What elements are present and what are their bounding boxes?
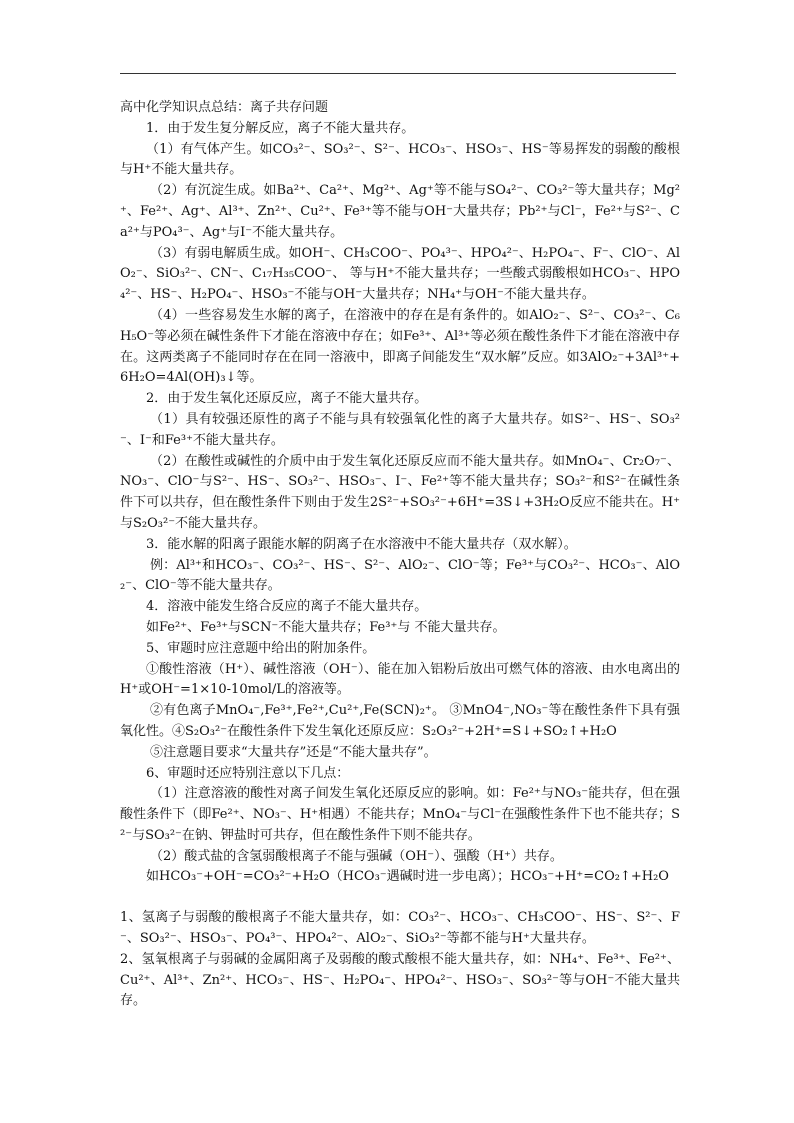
- summary-item-1: 1、氢离子与弱酸的酸根离子不能大量共存，如：CO₃²⁻、HCO₃⁻、CH₃COO⁻、HS⁻、S²⁻、F⁻、SO₃²⁻、HSO₃⁻、PO₄³⁻、HPO₄²⁻、AlO₂⁻、SiO₃²⁻等都不能与H⁺大量共存。: [120, 910, 680, 947]
- section-2-heading: 2．由于发生氧化还原反应，离子不能大量共存。: [146, 391, 428, 407]
- summary-item-2: 2、氢氧根离子与弱碱的金属阳离子及弱酸的酸式酸根不能大量共存，如：NH₄⁺、Fe³⁺、Fe²⁺、Cu²⁺、Al³⁺、Zn²⁺、HCO₃⁻、HS⁻、H₂PO₄⁻、HPO₄²⁻、HSO₃⁻、SO₃²⁻等与OH⁻不能大量共存。: [120, 951, 680, 1009]
- section-5-heading: 5、审题时应注意题中给出的附加条件。: [146, 640, 376, 656]
- paragraph-acid-salt: （2）酸式盐的含氢弱酸根离子不能与强碱（OH⁻）、强酸（H⁺）共存。: [150, 848, 563, 864]
- section-3-heading: 3．能水解的阳离子跟能水解的阴离子在水溶液中不能大量共存（双水解）。: [146, 536, 577, 552]
- paragraph-condition-1: ①酸性溶液（H⁺）、碱性溶液（OH⁻）、能在加入铝粉后放出可燃气体的溶液、由水电离出的H⁺或OH⁻=1×10-10mol/L的溶液等。: [120, 661, 680, 698]
- paragraph-hco3-example: 如HCO₃⁻+OH⁻=CO₃²⁻+H₂O（HCO₃⁻遇碱时进一步电离）；HCO₃⁻+H⁺=CO₂↑+H₂O: [146, 869, 669, 885]
- paragraph-precipitate: （2）有沉淀生成。如Ba²⁺、Ca²⁺、Mg²⁺、Ag⁺等不能与SO₄²⁻、CO₃²⁻等大量共存；Mg²⁺、Fe²⁺、Ag⁺、Al³⁺、Zn²⁺、Cu²⁺、Fe³⁺等不能与OH⁻大量共存；Pb²⁺与Cl⁻，Fe²⁺与S²⁻、Ca²⁺与PO₄³⁻、Ag⁺与I⁻不能大量共存。: [120, 183, 680, 240]
- section-4-heading: 4．溶液中能发生络合反应的离子不能大量共存。: [146, 599, 428, 615]
- document-body: [120, 98, 680, 1012]
- paragraph-weak-electrolyte: （3）有弱电解质生成。如OH⁻、CH₃COO⁻、PO₄³⁻、HPO₄²⁻、H₂PO₄⁻、F⁻、ClO⁻、AlO₂⁻、SiO₃²⁻、CN⁻、C₁₇H₃₅COO⁻、 等与H⁺不能大量共存；一些酸式弱酸根如HCO₃⁻、HPO₄²⁻、HS⁻、H₂PO₄⁻、HSO₃⁻不能与OH⁻大量共存；NH₄⁺与OH⁻不能大量共存。: [120, 245, 680, 303]
- section-1-heading: 1．由于发生复分解反应，离子不能大量共存。: [146, 120, 415, 136]
- paragraph-gas: （1）有气体产生。如CO₃²⁻、SO₃²⁻、S²⁻、HCO₃⁻、HSO₃⁻、HS⁻等易挥发的弱酸的酸根与H⁺不能大量共存。: [120, 141, 680, 178]
- document-title: 高中化学知识点总结：离子共存问题: [120, 100, 329, 115]
- spacer: [120, 888, 680, 908]
- paragraph-redox-2: （2）在酸性或碱性的介质中由于发生氧化还原反应而不能大量共存。如MnO₄⁻、Cr₂O₇⁻、NO₃⁻、ClO⁻与S²⁻、HS⁻、SO₃²⁻、HSO₃⁻、I⁻、Fe²⁺等不能大量共存；SO₃²⁻和S²⁻在碱性条件下可以共存，但在酸性条件下则由于发生2S²⁻+SO₃²⁻+6H⁺=3S↓+3H₂O反应不能共在。H⁺与S₂O₃²⁻不能大量共存。: [120, 453, 680, 531]
- paragraph-condition-2: ②有色离子MnO₄⁻,Fe³⁺,Fe²⁺,Cu²⁺,Fe(SCN)₂⁺。 ③MnO4⁻,NO₃⁻等在酸性条件下具有强氧化性。④S₂O₃²⁻在酸性条件下发生氧化还原反应：S₂O₃²⁻+2H⁺=S↓+SO₂↑+H₂O: [120, 703, 680, 739]
- paragraph-hydrolysis: （4）一些容易发生水解的离子，在溶液中的存在是有条件的。如AlO₂⁻、S²⁻、CO₃²⁻、C₆H₅O⁻等必须在碱性条件下才能在溶液中存在；如Fe³⁺、Al³⁺等必须在酸性条件下才能在溶液中存在。这两类离子不能同时存在在同一溶液中，即离子间能发生“双水解”反应。如3AlO₂⁻+3Al³⁺+6H₂O=4Al(OH)₃↓等。: [120, 307, 680, 386]
- paragraph-redox-1: （1）具有较强还原性的离子不能与具有较强氧化性的离子大量共存。如S²⁻、HS⁻、SO₃²⁻、I⁻和Fe³⁺不能大量共存。: [120, 411, 680, 448]
- paragraph-complex: 如Fe²⁺、Fe³⁺与SCN⁻不能大量共存；Fe³⁺与 不能大量共存。: [146, 619, 506, 635]
- paragraph-acidity-note: （1）注意溶液的酸性对离子间发生氧化还原反应的影响。如：Fe²⁺与NO₃⁻能共存，但在强酸性条件下（即Fe²⁺、NO₃⁻、H⁺相遇）不能共存；MnO₄⁻与Cl⁻在强酸性条件下也不能共存；S²⁻与SO₃²⁻在钠、钾盐时可共存，但在酸性条件下则不能共存。: [120, 786, 680, 843]
- paragraph-condition-5: ⑤注意题目要求“大量共存”还是“不能大量共存”。: [150, 744, 437, 760]
- header-rule: [120, 73, 676, 74]
- paragraph-double-hydrolysis: 例：Al³⁺和HCO₃⁻、CO₃²⁻、HS⁻、S²⁻、AlO₂⁻、ClO⁻等；Fe³⁺与CO₃²⁻、HCO₃⁻、AlO₂⁻、ClO⁻等不能大量共存。: [120, 557, 680, 594]
- section-6-heading: 6、审题时还应特别注意以下几点：: [146, 765, 350, 781]
